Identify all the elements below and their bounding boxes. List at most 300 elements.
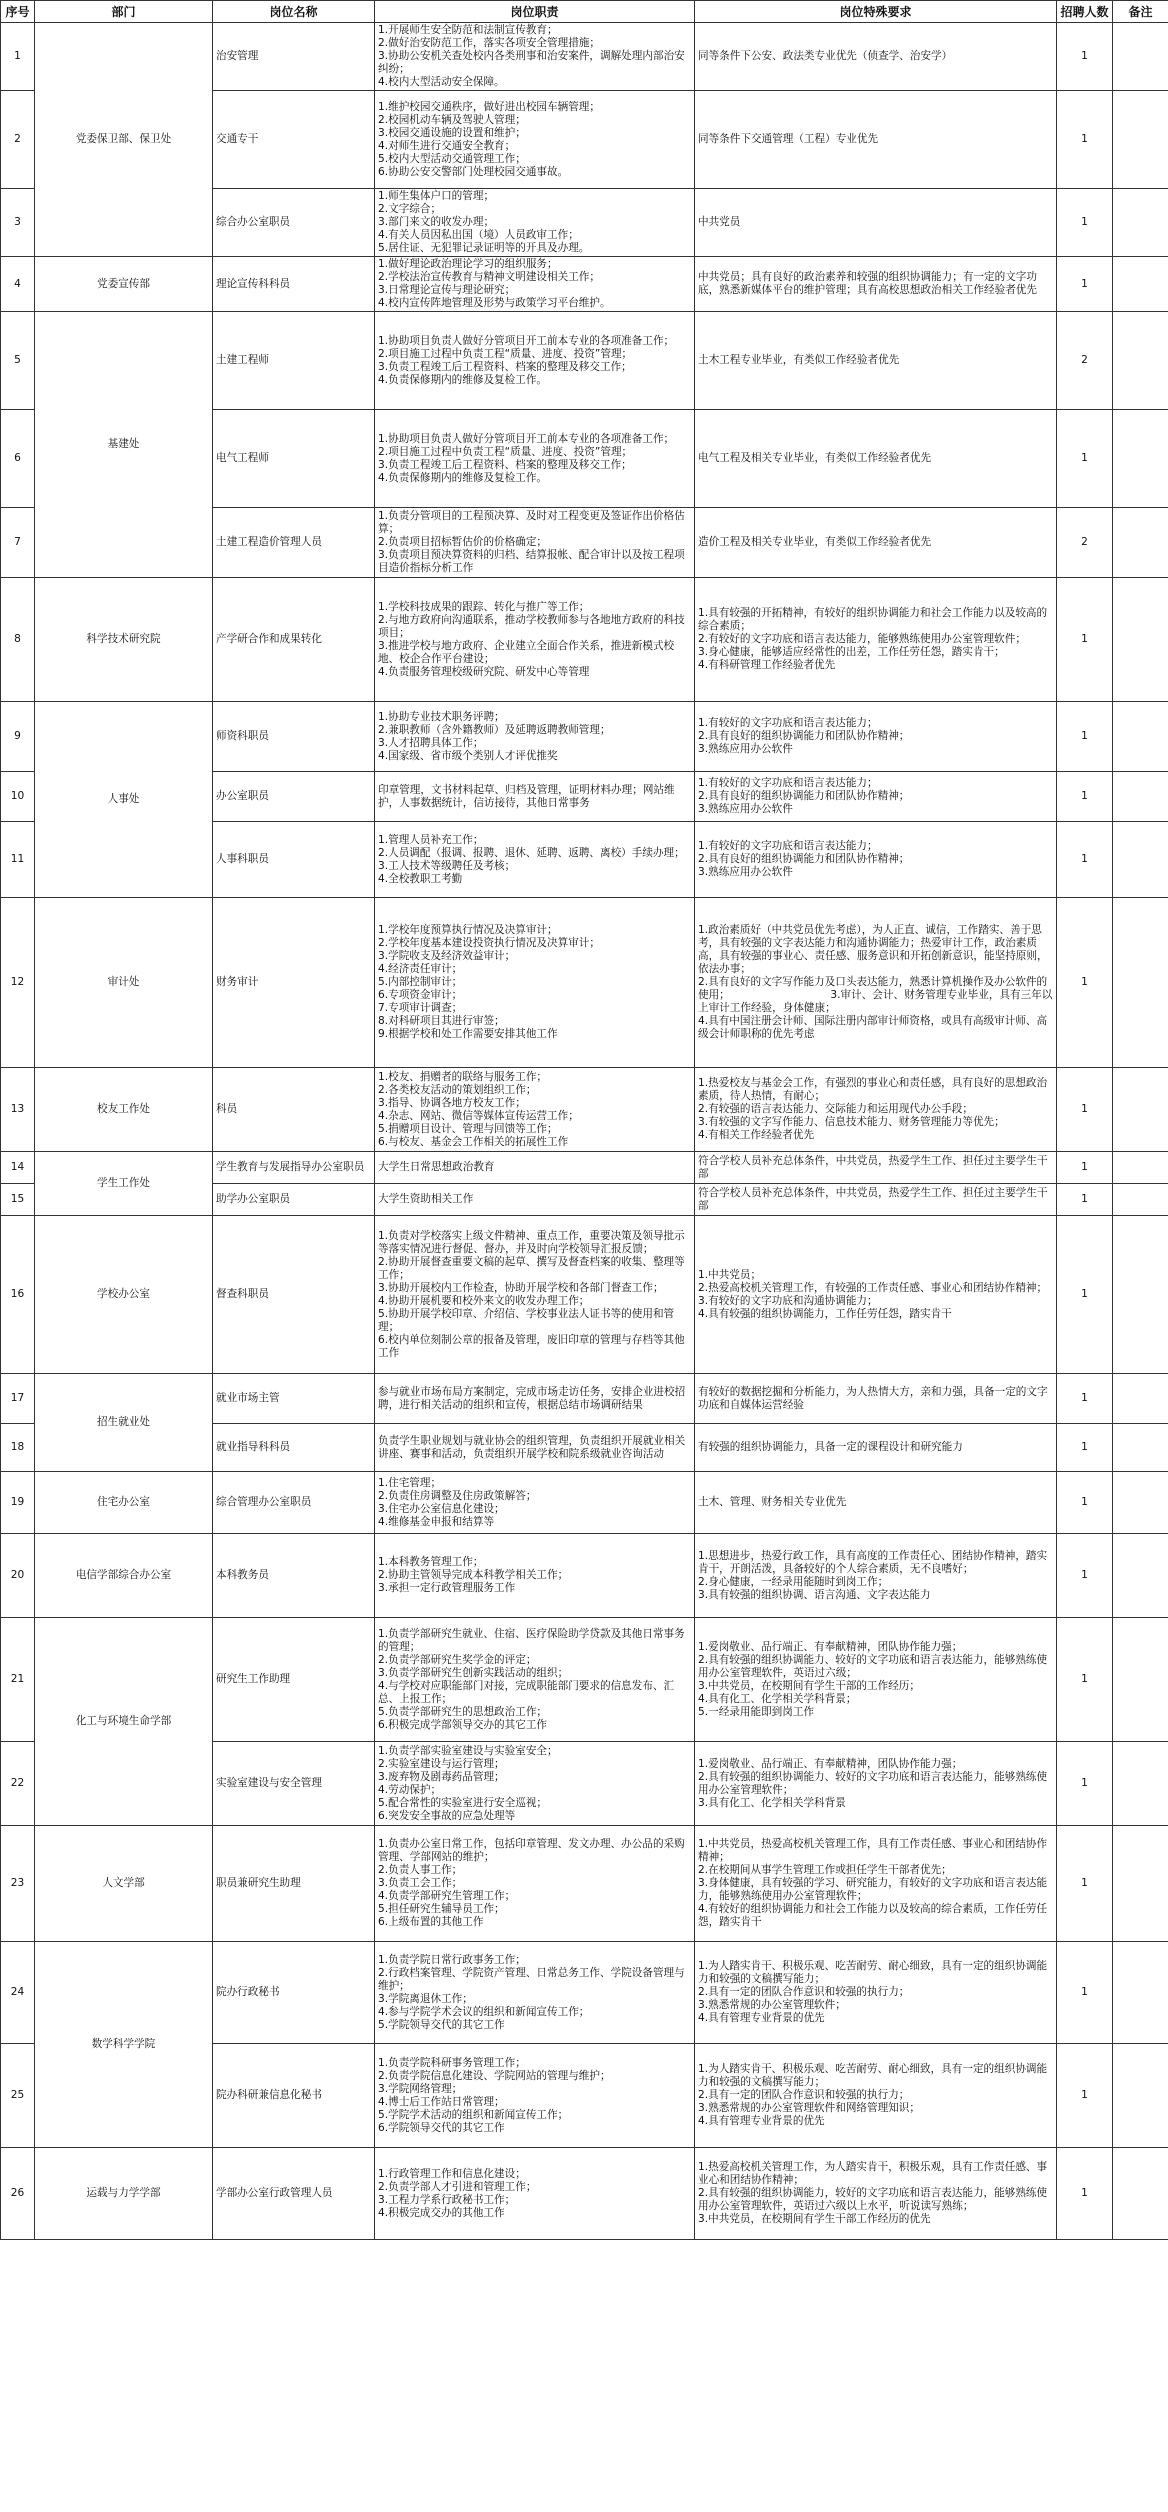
text-line: 5.配合常性的实验室进行安全巡视； xyxy=(378,1796,548,1809)
text-line: 3.学院网络管理； xyxy=(378,2082,463,2095)
text-line: 4.具有化工、化学相关学科背景； xyxy=(698,1692,857,1705)
duties-cell xyxy=(375,2044,695,2148)
requirements-cell xyxy=(695,1152,1057,1184)
text-line: 1.中共党员； xyxy=(698,1268,762,1281)
text-line: 参与就业市场布局方案制定，完成市场走访任务，安排企业进校招聘，进行相关活动的组织和宣传，根据总结市场调研结果 xyxy=(378,1385,686,1411)
count-cell: 2 xyxy=(1057,312,1113,410)
duties-cell xyxy=(375,410,695,508)
count-cell: 1 xyxy=(1057,189,1113,257)
position-cell: 综合办公室职员 xyxy=(213,189,375,257)
text-line: 4.国家级、省市级个类别人才评优推奖 xyxy=(378,749,558,762)
text-line: 4.有科研管理工作经验者优先 xyxy=(698,659,836,671)
text-line: 3.中共党员，在校期间有学生干部的工作经历； xyxy=(698,1679,920,1692)
department-cell: 人事处 xyxy=(35,702,213,898)
requirements-cell xyxy=(695,578,1057,702)
note-cell xyxy=(1113,91,1168,189)
requirements-cell xyxy=(695,1472,1057,1534)
text-line: 1.为人踏实肯干、积极乐观、吃苦耐劳、耐心细致，具有一定的组织协调能力和较强的文稿撰写能力； xyxy=(698,1960,1048,1985)
requirements-cell xyxy=(695,702,1057,772)
text-line: 4.经济责任审计； xyxy=(378,963,463,975)
duties-cell xyxy=(375,257,695,312)
position-cell: 本科教务员 xyxy=(213,1534,375,1618)
serial-cell: 17 xyxy=(1,1374,35,1424)
text-line: 4.负责保修期内的维修及复检工作。 xyxy=(378,471,548,484)
note-cell xyxy=(1113,898,1168,1068)
count-cell: 1 xyxy=(1057,91,1113,189)
department-cell: 基建处 xyxy=(35,312,213,578)
duties-cell xyxy=(375,1826,695,1942)
text-line: 4.全校教职工考勤 xyxy=(378,872,463,885)
table-row xyxy=(1,1826,1168,1942)
text-line: 2.负责学部研究生奖学金的评定； xyxy=(378,1653,537,1666)
text-line: 4.负责服务管理校级研究院、研发中心等管理 xyxy=(378,665,590,678)
position-cell: 财务审计 xyxy=(213,898,375,1068)
text-line: 符合学校人员补充总体条件，中共党员，热爱学生工作、担任过主要学生干部 xyxy=(698,1154,1048,1180)
department-cell: 党委保卫部、保卫处 xyxy=(35,23,213,257)
note-cell xyxy=(1113,1184,1168,1216)
text-line: 4.与学校对应职能部门对接，完成职能部门要求的信息发布、汇总、上报工作； xyxy=(378,1679,675,1705)
text-line: 1.负责学部实验室建设与实验室安全； xyxy=(378,1744,558,1757)
text-line: 印章管理，文书材料起草、归档及管理，证明材料办理；网站维护，人事数据统计，信访接待，其他日常事务 xyxy=(378,783,675,809)
duties-cell xyxy=(375,189,695,257)
position-cell: 交通专干 xyxy=(213,91,375,189)
requirements-cell xyxy=(695,822,1057,898)
text-line: 中共党员 xyxy=(698,216,741,228)
requirements-cell xyxy=(695,1068,1057,1152)
duties-cell xyxy=(375,1742,695,1826)
position-cell: 科员 xyxy=(213,1068,375,1152)
text-line: 1.学校年度预算执行情况及决算审计； xyxy=(378,924,558,936)
text-line: 2.热爱高校机关管理工作，有较强的工作责任感、事业心和团结协作精神； xyxy=(698,1281,1048,1294)
text-line: 5.一经录用能即到岗工作 xyxy=(698,1705,815,1718)
note-cell xyxy=(1113,1068,1168,1152)
requirements-cell xyxy=(695,410,1057,508)
serial-cell: 3 xyxy=(1,189,35,257)
text-line: 1.协助项目负责人做好分管项目开工前本专业的各项准备工作； xyxy=(378,334,675,347)
text-line: 6.学院领导交代的其它工作 xyxy=(378,2121,505,2134)
text-line: 1.热爱高校机关管理工作，为人踏实肯干，积极乐观，具有工作责任感、事业心和团结协作精神； xyxy=(698,2161,1048,2186)
note-cell xyxy=(1113,508,1168,578)
header-count: 招聘人数 xyxy=(1057,1,1113,23)
text-line: 2.有较好的文字功底和语言表达能力，能够熟练使用办公室管理软件； xyxy=(698,633,1026,645)
note-cell xyxy=(1113,410,1168,508)
text-line: 3.熟练应用办公软件 xyxy=(698,743,793,755)
text-line: 1.负责分管项目的工程预决算、及时对工程变更及签证作出价格估算； xyxy=(378,510,685,535)
text-line: 4.校内宣传阵地管理及形势与政策学习平台维护。 xyxy=(378,297,611,309)
text-line: 6.专项资金审计； xyxy=(378,989,463,1001)
text-line: 1.协助项目负责人做好分管项目开工前本专业的各项准备工作； xyxy=(378,432,675,445)
text-line: 4.积极完成交办的其他工作 xyxy=(378,2206,505,2219)
text-line: 1.行政管理工作和信息化建设； xyxy=(378,2167,526,2180)
text-line: 4.负责学部研究生管理工作； xyxy=(378,1890,516,1902)
text-line: 3.负责工程竣工后工程资料、档案的整理及移交工作； xyxy=(378,360,632,373)
count-cell: 1 xyxy=(1057,772,1113,822)
text-line: 2.文字综合； xyxy=(378,203,442,215)
table-row xyxy=(1,23,1168,91)
text-line: 2.身心健康，一经录用能随时到岗工作； xyxy=(698,1575,889,1588)
position-cell: 研究生工作助理 xyxy=(213,1618,375,1742)
count-cell: 1 xyxy=(1057,1184,1113,1216)
serial-cell: 10 xyxy=(1,772,35,822)
text-line: 1.负责学院科研事务管理工作； xyxy=(378,2056,526,2069)
position-cell: 学部办公室行政管理人员 xyxy=(213,2148,375,2240)
text-line: 2.具有一定的团队合作意识和较强的执行力； xyxy=(698,2089,910,2101)
serial-cell: 24 xyxy=(1,1942,35,2044)
department-cell: 校友工作处 xyxy=(35,1068,213,1152)
count-cell: 1 xyxy=(1057,822,1113,898)
count-cell: 1 xyxy=(1057,1424,1113,1472)
text-line: 3.具有较强的组织协调、语言沟通、文字表达能力 xyxy=(698,1588,931,1601)
table-row xyxy=(1,2148,1168,2240)
serial-cell: 6 xyxy=(1,410,35,508)
department-cell: 数学科学学院 xyxy=(35,1942,213,2148)
duties-cell xyxy=(375,822,695,898)
text-line: 2.具有较强的组织协调能力、较好的文字功底和语言表达能力，能够熟练使用办公室管理软件； xyxy=(698,1770,1048,1796)
table-row xyxy=(1,1374,1168,1424)
requirements-cell xyxy=(695,1424,1057,1472)
text-line: 5.校内大型活动交通管理工作； xyxy=(378,152,526,165)
position-cell: 就业市场主管 xyxy=(213,1374,375,1424)
position-cell: 土建工程师 xyxy=(213,312,375,410)
requirements-cell xyxy=(695,1374,1057,1424)
note-cell xyxy=(1113,312,1168,410)
count-cell: 1 xyxy=(1057,1742,1113,1826)
text-line: 3.熟练应用办公软件 xyxy=(698,803,793,815)
department-cell: 人文学部 xyxy=(35,1826,213,1942)
position-cell: 办公室职员 xyxy=(213,772,375,822)
text-line: 5.学院学术活动的组织和新闻宣传工作； xyxy=(378,2108,569,2121)
note-cell xyxy=(1113,1534,1168,1618)
department-cell: 学校办公室 xyxy=(35,1216,213,1374)
department-cell: 学生工作处 xyxy=(35,1152,213,1216)
note-cell xyxy=(1113,1424,1168,1472)
position-cell: 职员兼研究生助理 xyxy=(213,1826,375,1942)
text-line: 4.校内大型活动安全保障。 xyxy=(378,76,505,88)
count-cell: 1 xyxy=(1057,702,1113,772)
text-line: 有较好的数据挖掘和分析能力，为人热情大方，亲和力强，具备一定的文字功底和自媒体运营经验 xyxy=(698,1385,1048,1411)
requirements-cell xyxy=(695,1618,1057,1742)
text-line: 1.住宅管理； xyxy=(378,1476,442,1489)
note-cell xyxy=(1113,2148,1168,2240)
text-line: 3.校园交通设施的设置和维护； xyxy=(378,126,526,139)
text-line: 6.突发安全事故的应急处理等 xyxy=(378,1809,516,1822)
requirements-cell xyxy=(695,1826,1057,1942)
count-cell: 1 xyxy=(1057,578,1113,702)
duties-cell xyxy=(375,1152,695,1184)
text-line: 2.负责项目招标暂估价的价格确定； xyxy=(378,536,548,548)
duties-cell xyxy=(375,1618,695,1742)
requirements-cell xyxy=(695,312,1057,410)
duties-cell xyxy=(375,91,695,189)
position-cell: 土建工程造价管理人员 xyxy=(213,508,375,578)
text-line: 4.具有中国注册会计师、国际注册内部审计师资格，或具有高级审计师、高级会计师职称的优先考虑 xyxy=(698,1015,1048,1040)
duties-cell xyxy=(375,1374,695,1424)
text-line: 3.日常理论宣传与理论研究； xyxy=(378,284,516,296)
note-cell xyxy=(1113,1216,1168,1374)
requirements-cell xyxy=(695,772,1057,822)
text-line: 2.学校法治宣传教育与精神文明建设相关工作； xyxy=(378,271,600,283)
text-line: 1.负责学院日常行政事务工作； xyxy=(378,1953,526,1966)
requirements-cell xyxy=(695,1216,1057,1374)
text-line: 3.学院离退休工作； xyxy=(378,1992,473,2005)
text-line: 2.在校期间从事学生管理工作或担任学生干部者优先； xyxy=(698,1864,952,1876)
requirements-cell xyxy=(695,508,1057,578)
count-cell: 1 xyxy=(1057,1152,1113,1184)
department-cell: 住宅办公室 xyxy=(35,1472,213,1534)
text-line: 4.有相关工作经验者优先 xyxy=(698,1129,815,1141)
serial-cell: 14 xyxy=(1,1152,35,1184)
position-cell: 院办科研兼信息化秘书 xyxy=(213,2044,375,2148)
serial-cell: 22 xyxy=(1,1742,35,1826)
position-cell: 师资科职员 xyxy=(213,702,375,772)
position-cell: 治安管理 xyxy=(213,23,375,91)
text-line: 2.做好治安防范工作，落实各项安全管理措施； xyxy=(378,37,600,49)
text-line: 2.负责学院信息化建设、学院网站的管理与维护； xyxy=(378,2069,611,2082)
text-line: 1.有较好的文字功底和语言表达能力； xyxy=(698,717,878,729)
header-serial: 序号 xyxy=(1,1,35,23)
text-line: 4.具有较强的组织协调能力，工作任劳任怨，踏实肯干 xyxy=(698,1307,952,1320)
note-cell xyxy=(1113,1618,1168,1742)
text-line: 4.有较好的组织协调能力和社会工作能力以及较高的综合素质，工作任劳任怨，踏实肯干 xyxy=(698,1903,1048,1928)
requirements-cell xyxy=(695,23,1057,91)
text-line: 2.项目施工过程中负责工程“质量、进度、投资”管理； xyxy=(378,445,633,458)
note-cell xyxy=(1113,702,1168,772)
count-cell: 1 xyxy=(1057,1374,1113,1424)
text-line: 同等条件下公安、政法类专业优先（侦查学、治安学） xyxy=(698,50,953,62)
position-cell: 助学办公室职员 xyxy=(213,1184,375,1216)
note-cell xyxy=(1113,1374,1168,1424)
duties-cell xyxy=(375,2148,695,2240)
text-line: 2.具有一定的团队合作意识和较强的执行力； xyxy=(698,1986,910,1998)
text-line: 2.负责住房调整及住房政策解答； xyxy=(378,1489,537,1502)
note-cell xyxy=(1113,1826,1168,1942)
table-row xyxy=(1,1942,1168,2044)
serial-cell: 13 xyxy=(1,1068,35,1152)
count-cell: 2 xyxy=(1057,508,1113,578)
count-cell: 1 xyxy=(1057,1216,1113,1374)
text-line: 4.杂志、网站、微信等媒体宣传运营工作； xyxy=(378,1109,579,1122)
department-cell: 化工与环境生命学部 xyxy=(35,1618,213,1826)
requirements-cell xyxy=(695,1184,1057,1216)
requirements-cell xyxy=(695,1534,1057,1618)
duties-cell xyxy=(375,1216,695,1374)
text-line: 3.废弃物及剧毒药品管理； xyxy=(378,1770,505,1783)
serial-cell: 5 xyxy=(1,312,35,410)
text-line: 3.推进学校与地方政府、企业建立全面合作关系，推进新模式校地、校企合作平台建设； xyxy=(378,639,675,665)
table-row xyxy=(1,312,1168,410)
table-row xyxy=(1,898,1168,1068)
serial-cell: 2 xyxy=(1,91,35,189)
text-line: 4.对师生进行交通安全教育； xyxy=(378,139,516,152)
text-line: 1.协助专业技术职务评聘； xyxy=(378,710,505,723)
header-department: 部门 xyxy=(35,1,213,23)
requirements-cell xyxy=(695,2148,1057,2240)
position-cell: 就业指导科科员 xyxy=(213,1424,375,1472)
text-line: 大学生资助相关工作 xyxy=(378,1193,474,1205)
text-line: 3.学院收支及经济效益审计； xyxy=(378,950,516,962)
duties-cell xyxy=(375,1472,695,1534)
text-line: 3.工人技术等级聘任及考核； xyxy=(378,859,516,872)
duties-cell xyxy=(375,508,695,578)
note-cell xyxy=(1113,1942,1168,2044)
requirements-cell xyxy=(695,189,1057,257)
text-line: 3.负责工程竣工后工程资料、档案的整理及移交工作； xyxy=(378,458,632,471)
text-line: 5.学院领导交代的其它工作 xyxy=(378,2018,505,2031)
text-line: 2.具有良好的组织协调能力和团队协作精神； xyxy=(698,730,910,742)
text-line: 1.思想进步，热爱行政工作，具有高度的工作责任心、团结协作精神，踏实肯干，开朗活泼，具备较好的个人综合素质，无不良嗜好； xyxy=(698,1549,1048,1575)
serial-cell: 16 xyxy=(1,1216,35,1374)
text-line: 2.项目施工过程中负责工程“质量、进度、投资”管理； xyxy=(378,347,633,360)
duties-cell xyxy=(375,1534,695,1618)
duties-cell xyxy=(375,898,695,1068)
table-row xyxy=(1,578,1168,702)
serial-cell: 21 xyxy=(1,1618,35,1742)
table-row xyxy=(1,1472,1168,1534)
text-line: 大学生日常思想政治教育 xyxy=(378,1161,495,1173)
requirements-cell xyxy=(695,898,1057,1068)
header-position: 岗位名称 xyxy=(213,1,375,23)
note-cell xyxy=(1113,1152,1168,1184)
text-line: 3.负责学部研究生创新实践活动的组织； xyxy=(378,1666,569,1679)
text-line: 8.对科研项目其进行审签； xyxy=(378,1015,505,1027)
position-cell: 综合管理办公室职员 xyxy=(213,1472,375,1534)
text-line: 2.各类校友活动的策划组织工作； xyxy=(378,1083,537,1096)
text-line: 1.师生集体户口的管理； xyxy=(378,190,495,202)
count-cell: 1 xyxy=(1057,898,1113,1068)
duties-cell xyxy=(375,578,695,702)
text-line: 2.人员调配（报调、报聘、退休、延聘、返聘、离校）手续办理； xyxy=(378,846,685,859)
position-cell: 学生教育与发展指导办公室职员 xyxy=(213,1152,375,1184)
text-line: 负责学生职业规划与就业协会的组织管理，负责组织开展就业相关讲座、赛事和活动，负责组织开展学校和院系级就业咨询活动 xyxy=(378,1434,686,1460)
department-cell: 招生就业处 xyxy=(35,1374,213,1472)
duties-cell xyxy=(375,1068,695,1152)
text-line: 2.具有良好的文字写作能力及口头表达能力，熟悉计算机操作及办公软件的使用； 3.审计、会计、财务管理专业毕业，具有三年以上审计工作经验，身体健康； xyxy=(698,976,1053,1014)
text-line: 2.与地方政府向沟通联系，推动学校教师参与各地地方政府的科技项目； xyxy=(378,613,685,639)
count-cell: 1 xyxy=(1057,257,1113,312)
header-duties: 岗位职责 xyxy=(375,1,695,23)
serial-cell: 4 xyxy=(1,257,35,312)
header-notes: 备注 xyxy=(1113,1,1168,23)
table-row xyxy=(1,1068,1168,1152)
table-row xyxy=(1,1152,1168,1184)
note-cell xyxy=(1113,2044,1168,2148)
text-line: 3.协助公安机关查处校内各类刑事和治安案件，调解处理内部治安纠纷； xyxy=(378,50,685,75)
text-line: 1.有较好的文字功底和语言表达能力； xyxy=(698,777,878,789)
table-row xyxy=(1,257,1168,312)
requirements-cell xyxy=(695,1742,1057,1826)
note-cell xyxy=(1113,578,1168,702)
text-line: 同等条件下交通管理（工程）专业优先 xyxy=(698,133,879,145)
note-cell xyxy=(1113,822,1168,898)
text-line: 1.学校科技成果的跟踪、转化与推广等工作； xyxy=(378,600,590,613)
text-line: 2.协助主管领导完成本科教学相关工作； xyxy=(378,1569,569,1581)
text-line: 6.上级布置的其他工作 xyxy=(378,1916,484,1928)
requirements-cell xyxy=(695,2044,1057,2148)
text-line: 2.负责学部人才引进和管理工作； xyxy=(378,2180,537,2193)
text-line: 4.负责保修期内的维修及复检工作。 xyxy=(378,373,548,386)
position-cell: 院办行政秘书 xyxy=(213,1942,375,2044)
text-line: 5.内部控制审计； xyxy=(378,976,463,988)
text-line: 3.部门来文的收发办理； xyxy=(378,216,495,228)
serial-cell: 8 xyxy=(1,578,35,702)
text-line: 3.有较好的文字功底和沟通协调能力； xyxy=(698,1294,878,1307)
duties-cell xyxy=(375,1184,695,1216)
text-line: 1.热爱校友与基金会工作，有强烈的事业心和责任感，具有良好的思想政治素质，待人热情，有耐心； xyxy=(698,1077,1048,1102)
text-line: 3.住宅办公室信息化建设； xyxy=(378,1502,505,1515)
text-line: 5.负责学部研究生的思想政治工作； xyxy=(378,1705,548,1718)
table-row xyxy=(1,1216,1168,1374)
note-cell xyxy=(1113,189,1168,257)
count-cell: 1 xyxy=(1057,1472,1113,1534)
serial-cell: 20 xyxy=(1,1534,35,1618)
text-line: 1.开展师生安全防范和法制宣传教育； xyxy=(378,24,558,36)
text-line: 1.爱岗敬业、品行端正、有奉献精神，团队协作能力强； xyxy=(698,1640,963,1653)
text-line: 3.熟练应用办公软件 xyxy=(698,866,793,878)
serial-cell: 15 xyxy=(1,1184,35,1216)
duties-cell xyxy=(375,1942,695,2044)
table-row xyxy=(1,1534,1168,1618)
text-line: 2.负责人事工作； xyxy=(378,1864,463,1876)
note-cell xyxy=(1113,1472,1168,1534)
duties-cell xyxy=(375,702,695,772)
text-line: 1.中共党员，热爱高校机关管理工作，具有工作责任感、事业心和团结协作精神； xyxy=(698,1838,1048,1863)
text-line: 1.有较好的文字功底和语言表达能力； xyxy=(698,840,878,852)
text-line: 3.承担一定行政管理服务工作 xyxy=(378,1582,516,1594)
text-line: 3.工程力学系行政秘书工作； xyxy=(378,2193,516,2206)
position-cell: 人事科职员 xyxy=(213,822,375,898)
text-line: 1.政治素质好（中共党员优先考虑），为人正直、诚信，工作踏实、善于思考，具有较强的文字表达能力和沟通协调能力；热爱审计工作，政治素质高，具有较强的事业心、责任感、服务意识和开拓创新意识，能坚持原则，依法办事； xyxy=(698,924,1048,975)
text-line: 1.为人踏实肯干、积极乐观、吃苦耐劳、耐心细致，具有一定的组织协调能力和较强的文稿撰写能力； xyxy=(698,2063,1048,2088)
position-cell: 督查科职员 xyxy=(213,1216,375,1374)
text-line: 6.校内单位刻制公章的报备及管理，废旧印章的管理与存档等其他工作 xyxy=(378,1333,685,1359)
text-line: 2.具有较强的组织协调能力，较好的文字功底和语言表达能力，能够熟练使用办公室管理软件，英语过六级以上水平，听说读写熟练； xyxy=(698,2187,1048,2212)
table-header-row xyxy=(1,1,1168,23)
text-line: 2.具有较强的组织协调能力、较好的文字功底和语言表达能力，能够熟练使用办公室管理软件，英语过六级； xyxy=(698,1653,1048,1679)
count-cell: 1 xyxy=(1057,1068,1113,1152)
text-line: 4.具有管理专业背景的优先 xyxy=(698,2115,825,2127)
header-requirements: 岗位特殊要求 xyxy=(695,1,1057,23)
table-row xyxy=(1,1618,1168,1742)
department-cell: 党委宣传部 xyxy=(35,257,213,312)
text-line: 3.熟悉常规的办公室管理软件； xyxy=(698,1999,846,2011)
count-cell: 1 xyxy=(1057,1826,1113,1942)
text-line: 5.居住证、无犯罪记录证明等的开具及办理。 xyxy=(378,242,590,254)
text-line: 3.中共党员，在校期间有学生干部工作经历的优先 xyxy=(698,2213,931,2225)
text-line: 4.参与学院学术会议的组织和新闻宣传工作； xyxy=(378,2005,590,2018)
note-cell xyxy=(1113,1742,1168,1826)
department-cell: 科学技术研究院 xyxy=(35,578,213,702)
text-line: 3.有较强的文字写作能力、信息技术能力、财务管理能力等优先； xyxy=(698,1116,1005,1128)
text-line: 1.做好理论政治理论学习的组织服务； xyxy=(378,258,558,270)
text-line: 4.协助开展机要和校外来文的收发办理工作； xyxy=(378,1294,590,1307)
table-body xyxy=(1,23,1168,2240)
text-line: 2.协助开展督查重要文稿的起草、撰写及督查档案的收集、整理等工作； xyxy=(378,1255,685,1281)
text-line: 1.负责办公室日常工作，包括印章管理、发文办理、办公品的采购管理、学部网站的维护； xyxy=(378,1838,685,1863)
text-line: 2.行政档案管理、学院资产管理、日常总务工作、学院设备管理与维护； xyxy=(378,1966,685,1992)
text-line: 4.有关人员因私出国（境）人员政审工作； xyxy=(378,229,579,241)
note-cell xyxy=(1113,772,1168,822)
text-line: 土木、管理、财务相关专业优先 xyxy=(698,1496,847,1508)
text-line: 3.身心健康，能够适应经常性的出差，工作任劳任怨，踏实肯干； xyxy=(698,646,1005,658)
serial-cell: 9 xyxy=(1,702,35,772)
count-cell: 1 xyxy=(1057,1942,1113,2044)
duties-cell xyxy=(375,23,695,91)
table-row xyxy=(1,702,1168,772)
text-line: 2.有较强的语言表达能力、交际能力和运用现代办公手段； xyxy=(698,1103,973,1115)
text-line: 5.捐赠项目设计、管理与回馈等工作； xyxy=(378,1122,558,1135)
text-line: 2.具有良好的组织协调能力和团队协作精神； xyxy=(698,790,910,802)
duties-cell xyxy=(375,1424,695,1472)
